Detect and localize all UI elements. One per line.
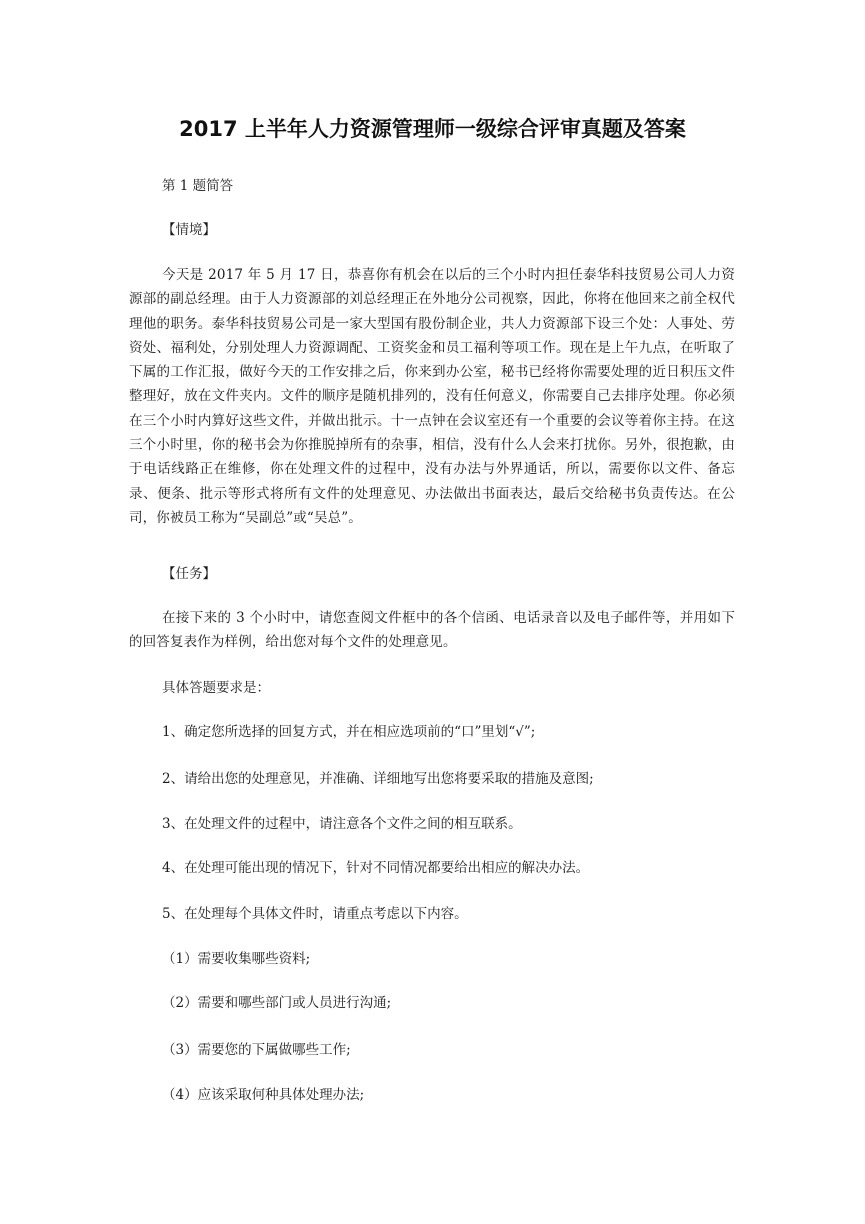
requirement-item: 3、在处理文件的过程中，请注意各个文件之间的相互联系。 (162, 816, 522, 832)
document-title: 2017 上半年人力资源管理师一级综合评审真题及答案 (179, 117, 686, 141)
consideration-item: （1）需要收集哪些资料; (162, 951, 311, 967)
requirement-item: 5、在处理每个具体文件时，请重点考虑以下内容。 (162, 906, 468, 922)
consideration-item: （3）需要您的下属做哪些工作; (162, 1042, 351, 1058)
requirements-heading: 具体答题要求是： (162, 680, 270, 696)
situation-paragraph: 今天是 2017 年 5 月 17 日，恭喜你有机会在以后的三个小时内担任泰华科技贸易公司人力资源部的副总经理。由于人力资源部的刘总经理正在外地分公司视察，因此，你将在他回来之前全权代理他的职务。泰华科技贸易公司是一家大型国有股份制企业，共人力资源部下设三个处：人事处、劳资处、福利处，分别处理人力资源调配、工资奖金和员工福利等项工作。现在是上午九点，在听取了下属的工作汇报，做好今天的工作安排之后，你来到办公室，秘书已经将你需要处理的近日积压文件整理好，放在文件夹内。文件的顺序是随机排列的，没有任何意义，你需要自己去排序处理。你必须在三个小时内算好这些文件，并做出批示。十一点钟在会议室还有一个重要的会议等着你主持。在这三个小时里，你的秘书会为你推脱掉所有的杂事，相信，没有什么人会来打扰你。另外，很抱歉，由于电话线路正在维修，你在处理文件的过程中，没有办法与外界通话，所以，需要你以文件、备忘录、便条、批示等形式将所有文件的处理意见、办法做出书面表达，最后交给秘书负责传达。在公司，你被员工称为“吴副总”或“吴总”。 (129, 267, 735, 526)
question-label: 第 1 题简答 (162, 178, 234, 194)
requirement-item: 1、确定您所选择的回复方式，并在相应选项前的“口”里划“√”; (162, 724, 536, 740)
task-paragraph: 在接下来的 3 个小时中，请您查阅文件框中的各个信函、电话录音以及电子邮件等，并用如下的回答复表作为样例，给出您对每个文件的处理意见。 (129, 610, 735, 651)
situation-heading: 【情境】 (162, 222, 216, 238)
requirement-item: 4、在处理可能出现的情况下，针对不同情况都要给出相应的解决办法。 (162, 860, 590, 876)
consideration-item: （2）需要和哪些部门或人员进行沟通; (162, 995, 392, 1011)
requirement-item: 2、请给出您的处理意见，并准确、详细地写出您将要采取的措施及意图; (162, 771, 594, 787)
task-heading: 【任务】 (162, 566, 216, 582)
consideration-item: （4）应该采取何种具体处理办法; (162, 1087, 365, 1103)
